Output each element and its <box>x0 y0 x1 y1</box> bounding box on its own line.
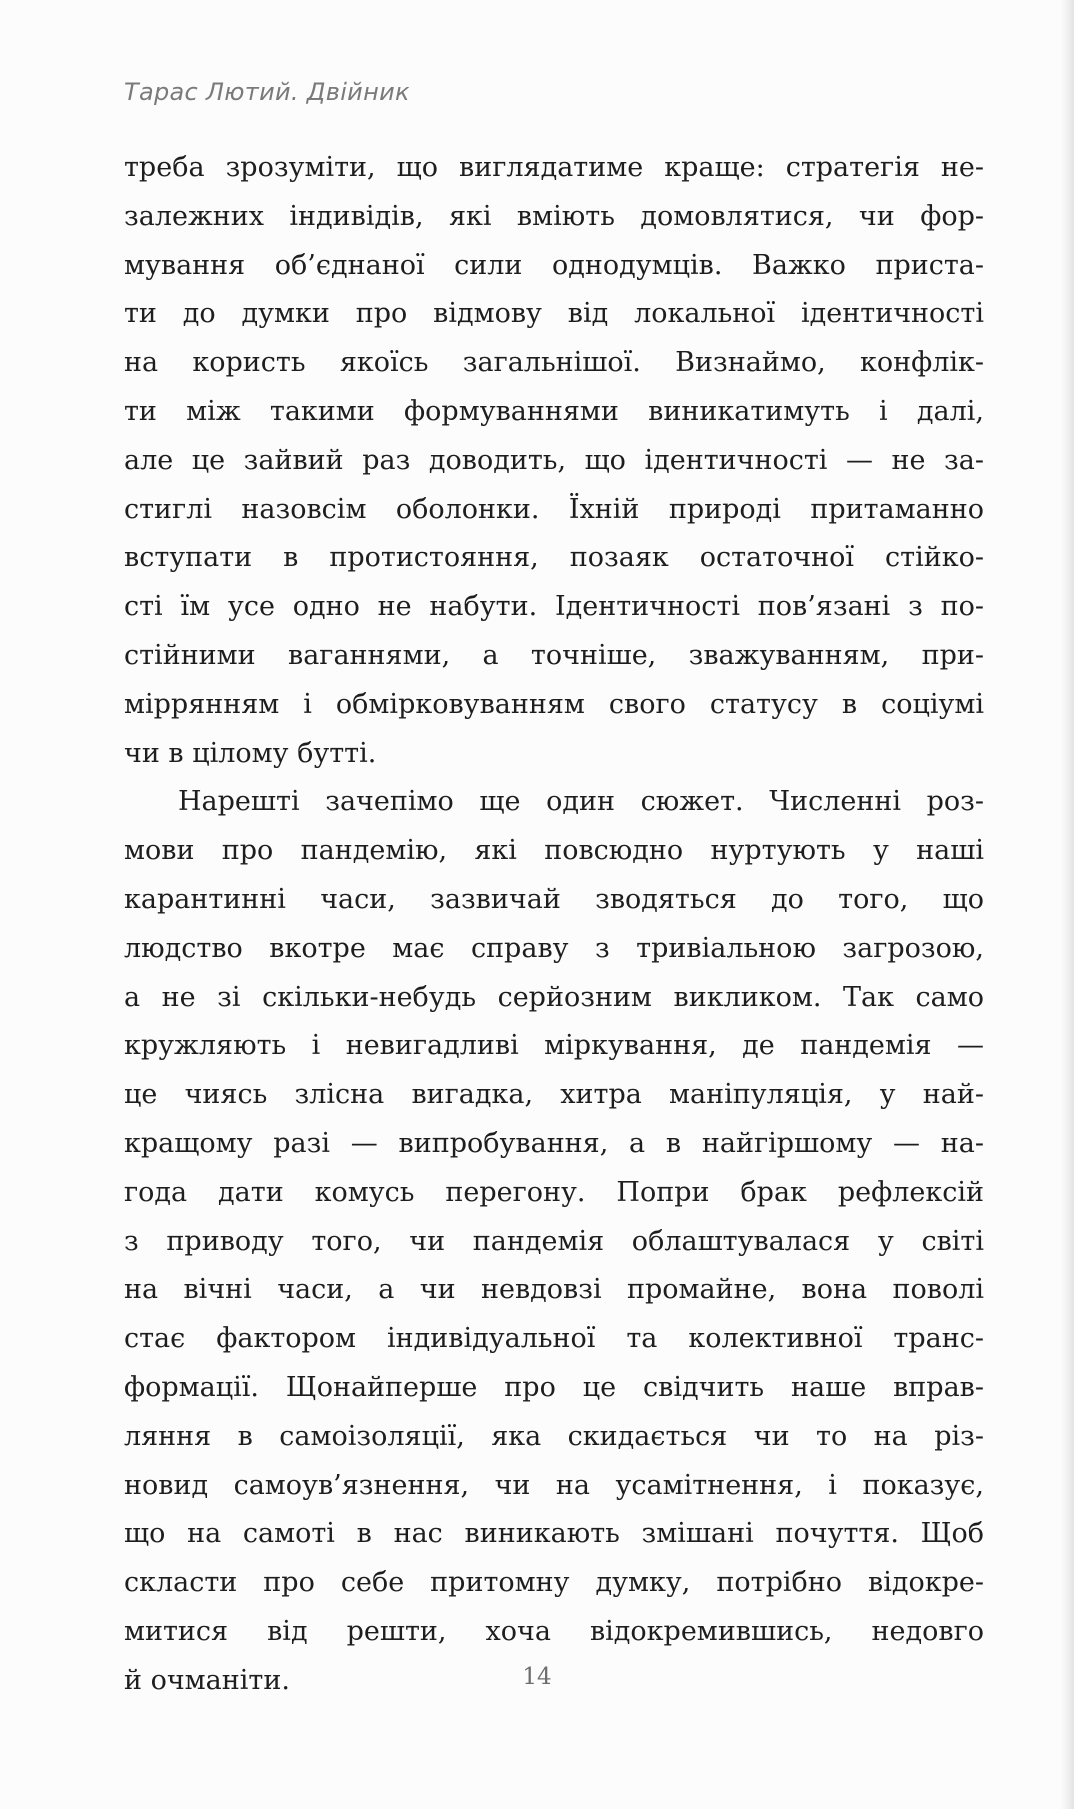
text-line: кружляють і невигадливі міркування, де пандемія — <box>124 1030 984 1062</box>
page-number: 14 <box>522 1664 552 1690</box>
text-line: це чиясь злісна вигадка, хитра маніпуляція, у най- <box>124 1079 984 1111</box>
text-line: Нарешті зачепімо ще один сюжет. Численні роз- <box>178 786 984 818</box>
text-line: формації. Щонайперше про це свідчить наше вправ- <box>124 1371 984 1403</box>
text-line: новид самоув’язнення, чи на усамітнення, і показує, <box>124 1469 984 1501</box>
text-line: ляння в самоізоляції, яка скидається чи то на різ- <box>124 1420 984 1452</box>
text-line: ти до думки про відмову від локальної ідентичності <box>124 298 984 330</box>
text-line: міррянням і обмірковуванням свого статусу в соціумі <box>124 688 984 720</box>
running-head: Тарас Лютий. Двійник <box>124 78 410 106</box>
text-line: на користь якоїсь загальнішої. Визнаймо, конфлік- <box>124 347 984 379</box>
text-line: а не зі скільки-небудь серйозним викликом. Так само <box>124 981 984 1013</box>
text-line: що на самоті в нас виникають змішані почуття. Щоб <box>124 1518 984 1550</box>
text-line: стиглі назовсім оболонки. Їхній природі притаманно <box>124 493 984 525</box>
text-line: скласти про себе притомну думку, потрібно відокре- <box>124 1567 984 1599</box>
text-line: кращому разі — випробування, а в найгіршому — на- <box>124 1127 984 1159</box>
text-line: мування об’єднаної сили однодумців. Важко приста- <box>124 249 984 281</box>
text-line: чи в цілому бутті. <box>124 737 377 769</box>
page-edge-shadow <box>1060 0 1074 1809</box>
text-line: але це зайвий раз доводить, що ідентичності — не за- <box>124 444 984 476</box>
text-line: людство вкотре має справу з тривіальною загрозою, <box>124 932 984 964</box>
text-line: залежних індивідів, які вміють домовлятися, чи фор- <box>124 200 984 232</box>
text-line: стійними ваганнями, а точніше, зважуванням, при- <box>124 639 984 671</box>
text-line: мови про пандемію, які повсюдно нуртують у наші <box>124 835 984 867</box>
text-line: й очманіти. <box>124 1664 290 1696</box>
text-line: сті їм усе одно не набути. Ідентичності пов’язані з по- <box>124 591 984 623</box>
body-text <box>124 144 984 1706</box>
text-line: карантинні часи, зазвичай зводяться до того, що <box>124 883 984 915</box>
text-line: митися від решти, хоча відокремившись, недовго <box>124 1615 984 1647</box>
text-line: на вічні часи, а чи невдовзі промайне, вона поволі <box>124 1274 984 1306</box>
text-line: ти між такими формуваннями виникатимуть і далі, <box>124 395 984 427</box>
text-line: вступати в протистояння, позаяк остаточної стійко- <box>124 542 984 574</box>
text-line: стає фактором індивідуальної та колективної транс- <box>124 1323 984 1355</box>
paragraph-2 <box>124 778 984 1705</box>
text-line: года дати комусь перегону. Попри брак рефлексій <box>124 1176 984 1208</box>
text-line: треба зрозуміти, що виглядатиме краще: стратегія не- <box>124 152 984 183</box>
text-line: з приводу того, чи пандемія облаштувалася у світі <box>124 1225 984 1257</box>
paragraph-1 <box>124 144 984 778</box>
